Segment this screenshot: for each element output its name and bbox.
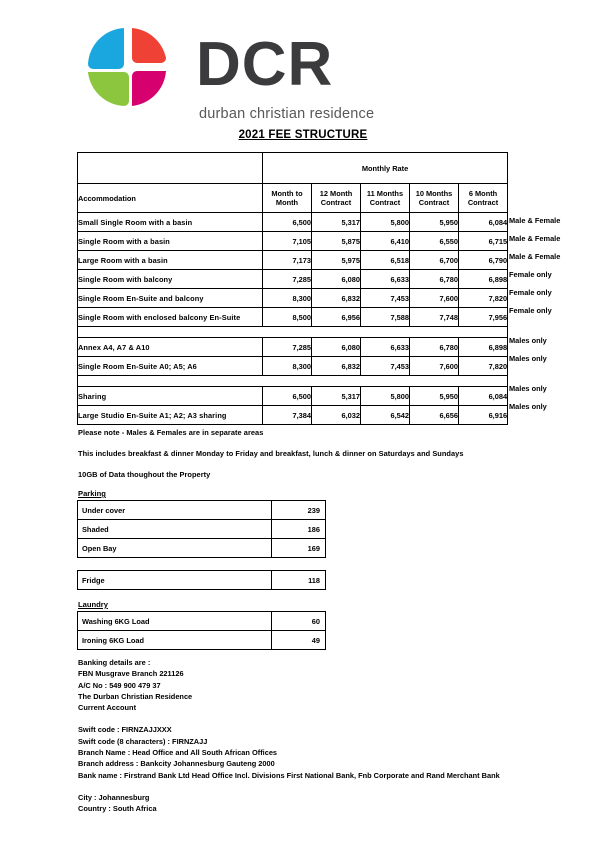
gender-label: Male & Female (509, 234, 561, 243)
rate-cell-3: 6,700 (410, 251, 459, 270)
banking-line-0-0: Banking details are : (78, 658, 151, 667)
banking-line-0-2: A/C No : 549 900 479 37 (78, 680, 161, 690)
fridge-row (78, 571, 326, 590)
rate-cell-4: 7,820 (459, 357, 508, 376)
fridge-table-container (77, 570, 326, 590)
rate-cell-0: 8,300 (263, 289, 312, 308)
note-line-0: Please note - Males & Females are in separate areas (78, 428, 264, 437)
table-row (78, 270, 508, 289)
table-row (78, 289, 508, 308)
rate-header-2: 11 Months Contract (361, 184, 410, 213)
gender-gap (509, 368, 604, 380)
rate-cell-2: 5,800 (361, 213, 410, 232)
banking-line-0-4: Current Account (78, 703, 137, 713)
rate-cell-4: 7,820 (459, 289, 508, 308)
accommodation-cell: Small Single Room with a basin (78, 213, 263, 232)
rate-cell-3: 6,780 (410, 270, 459, 289)
dcr-logo-icon (84, 24, 170, 110)
gender-gap (509, 320, 604, 332)
banking-block3 (78, 792, 578, 815)
banking-block2 (78, 724, 578, 780)
rate-cell-2: 5,800 (361, 387, 410, 406)
table-row (78, 338, 508, 357)
rate-cell-0: 7,173 (263, 251, 312, 270)
accommodation-cell: Large Studio En-Suite A1; A2; A3 sharing (78, 406, 263, 425)
laundry-value: 60 (272, 612, 326, 631)
fee-table (77, 152, 508, 425)
rate-cell-4: 6,916 (459, 406, 508, 425)
gender-label: Males only (509, 354, 547, 363)
logo-tagline: durban christian residence (199, 106, 375, 122)
banking-block1 (78, 657, 578, 713)
rate-header-3: 10 Months Contract (410, 184, 459, 213)
parking-row (78, 539, 326, 558)
parking-item: Under cover (78, 501, 272, 520)
table-row (78, 406, 508, 425)
fee-table-head (78, 153, 508, 213)
rate-cell-0: 8,500 (263, 308, 312, 327)
rate-cell-0: 7,105 (263, 232, 312, 251)
laundry-value: 49 (272, 631, 326, 650)
gender-header-spacer (509, 152, 604, 212)
table-row (78, 308, 508, 327)
accommodation-cell: Annex A4, A7 & A10 (78, 338, 263, 357)
accommodation-cell: Single Room with balcony (78, 270, 263, 289)
rate-cell-2: 7,453 (361, 289, 410, 308)
rate-cell-3: 6,780 (410, 338, 459, 357)
accommodation-cell: Sharing (78, 387, 263, 406)
banking-line-2-1: Country : South Africa (78, 804, 157, 814)
brand-header (0, 18, 606, 122)
gender-label: Male & Female (509, 216, 561, 225)
laundry-table-container (77, 611, 326, 650)
accommodation-cell: Large Room with a basin (78, 251, 263, 270)
rate-cell-3: 6,656 (410, 406, 459, 425)
note-line-1: This includes breakfast & dinner Monday to Friday and breakfast, lunch & dinner on Saturdays and Sundays (78, 449, 464, 458)
accommodation-cell: Single Room En-Suite A0; A5; A6 (78, 357, 263, 376)
rate-cell-4: 7,956 (459, 308, 508, 327)
rate-header-1: 12 Month Contract (312, 184, 361, 213)
rate-cell-4: 6,790 (459, 251, 508, 270)
laundry-section-label: Laundry (78, 600, 108, 609)
accommodation-cell: Single Room with a basin (78, 232, 263, 251)
rate-cell-4: 6,898 (459, 338, 508, 357)
parking-value: 186 (272, 520, 326, 539)
gender-label: Males only (509, 336, 547, 345)
rate-cell-1: 6,032 (312, 406, 361, 425)
rate-header-0: Month to Month (263, 184, 312, 213)
notes-block (78, 428, 548, 491)
rate-cell-2: 6,633 (361, 338, 410, 357)
rate-cell-2: 7,453 (361, 357, 410, 376)
fridge-item: Fridge (78, 571, 272, 590)
rate-cell-3: 7,748 (410, 308, 459, 327)
rate-cell-4: 6,084 (459, 387, 508, 406)
rate-cell-1: 6,080 (312, 338, 361, 357)
parking-section-label: Parking (78, 489, 106, 498)
table-spacer-row (78, 376, 508, 387)
gender-label: Female only (509, 306, 552, 315)
rate-cell-4: 6,084 (459, 213, 508, 232)
rate-cell-4: 6,715 (459, 232, 508, 251)
rate-cell-3: 7,600 (410, 289, 459, 308)
rate-cell-2: 6,542 (361, 406, 410, 425)
note-line-2: 10GB of Data thoughout the Property (78, 470, 211, 479)
laundry-row (78, 612, 326, 631)
parking-row (78, 501, 326, 520)
rate-cell-0: 7,384 (263, 406, 312, 425)
logo-wordmark: DCR (196, 30, 334, 99)
rate-cell-2: 7,588 (361, 308, 410, 327)
rate-cell-0: 6,500 (263, 387, 312, 406)
gender-label-column (509, 152, 604, 416)
fee-table-group-header-row (78, 153, 508, 184)
rate-cell-1: 5,975 (312, 251, 361, 270)
rate-cell-3: 7,600 (410, 357, 459, 376)
fridge-table (77, 570, 326, 590)
accommodation-header: Accommodation (78, 184, 263, 213)
gender-label: Female only (509, 270, 552, 279)
laundry-row (78, 631, 326, 650)
fee-table-container (77, 152, 507, 425)
parking-value: 169 (272, 539, 326, 558)
page-title: 2021 FEE STRUCTURE (238, 129, 368, 141)
parking-table-container (77, 500, 326, 558)
table-row (78, 232, 508, 251)
rate-cell-2: 6,518 (361, 251, 410, 270)
rate-header-4: 6 Month Contract (459, 184, 508, 213)
monthly-rate-header: Monthly Rate (263, 153, 508, 184)
rate-cell-0: 7,285 (263, 270, 312, 289)
parking-row (78, 520, 326, 539)
gender-label: Female only (509, 288, 552, 297)
rate-cell-0: 7,285 (263, 338, 312, 357)
banking-details-block (78, 657, 578, 826)
fee-table-body (78, 213, 508, 425)
rate-cell-2: 6,410 (361, 232, 410, 251)
parking-table (77, 500, 326, 558)
table-row (78, 387, 508, 406)
laundry-table (77, 611, 326, 650)
laundry-item: Ironing 6KG Load (78, 631, 272, 650)
rate-cell-2: 6,633 (361, 270, 410, 289)
gender-label: Males only (509, 402, 547, 411)
parking-value: 239 (272, 501, 326, 520)
rate-cell-3: 5,950 (410, 213, 459, 232)
fee-table-column-header-row (78, 184, 508, 213)
accommodation-cell: Single Room with enclosed balcony En-Suite (78, 308, 263, 327)
banking-line-0-1: FBN Musgrave Branch 221126 (78, 669, 184, 679)
table-spacer-row (78, 327, 508, 338)
table-row (78, 357, 508, 376)
gender-label: Males only (509, 384, 547, 393)
banking-line-1-2: Branch Name : Head Office and All South African Offices (78, 748, 278, 758)
laundry-item: Washing 6KG Load (78, 612, 272, 631)
rate-cell-3: 5,950 (410, 387, 459, 406)
rate-cell-1: 6,832 (312, 289, 361, 308)
accommodation-cell: Single Room En-Suite and balcony (78, 289, 263, 308)
rate-cell-1: 5,317 (312, 213, 361, 232)
gender-label: Male & Female (509, 252, 561, 261)
banking-line-1-1: Swift code (8 characters) : FIRNZAJJ (78, 736, 208, 746)
rate-cell-4: 6,898 (459, 270, 508, 289)
rate-cell-1: 6,956 (312, 308, 361, 327)
banking-line-1-0: Swift code : FIRNZAJJXXX (78, 725, 172, 735)
parking-item: Open Bay (78, 539, 272, 558)
fridge-value: 118 (272, 571, 326, 590)
rate-cell-1: 6,080 (312, 270, 361, 289)
banking-line-0-3: The Durban Christian Residence (78, 691, 193, 701)
rate-cell-0: 6,500 (263, 213, 312, 232)
table-row (78, 213, 508, 232)
banking-line-1-4: Bank name : Firstrand Bank Ltd Head Office Incl. Divisions First National Bank, Fnb Corporate and Rand Merchant Bank (78, 770, 500, 780)
parking-item: Shaded (78, 520, 272, 539)
rate-cell-1: 5,875 (312, 232, 361, 251)
rate-cell-0: 8,300 (263, 357, 312, 376)
rate-cell-1: 6,832 (312, 357, 361, 376)
table-row (78, 251, 508, 270)
banking-line-1-3: Branch address : Bankcity Johannesburg Gauteng 2000 (78, 759, 275, 769)
banking-line-2-0: City : Johannesburg (78, 792, 150, 802)
rate-cell-3: 6,550 (410, 232, 459, 251)
rate-cell-1: 5,317 (312, 387, 361, 406)
corner-cell (78, 153, 263, 184)
